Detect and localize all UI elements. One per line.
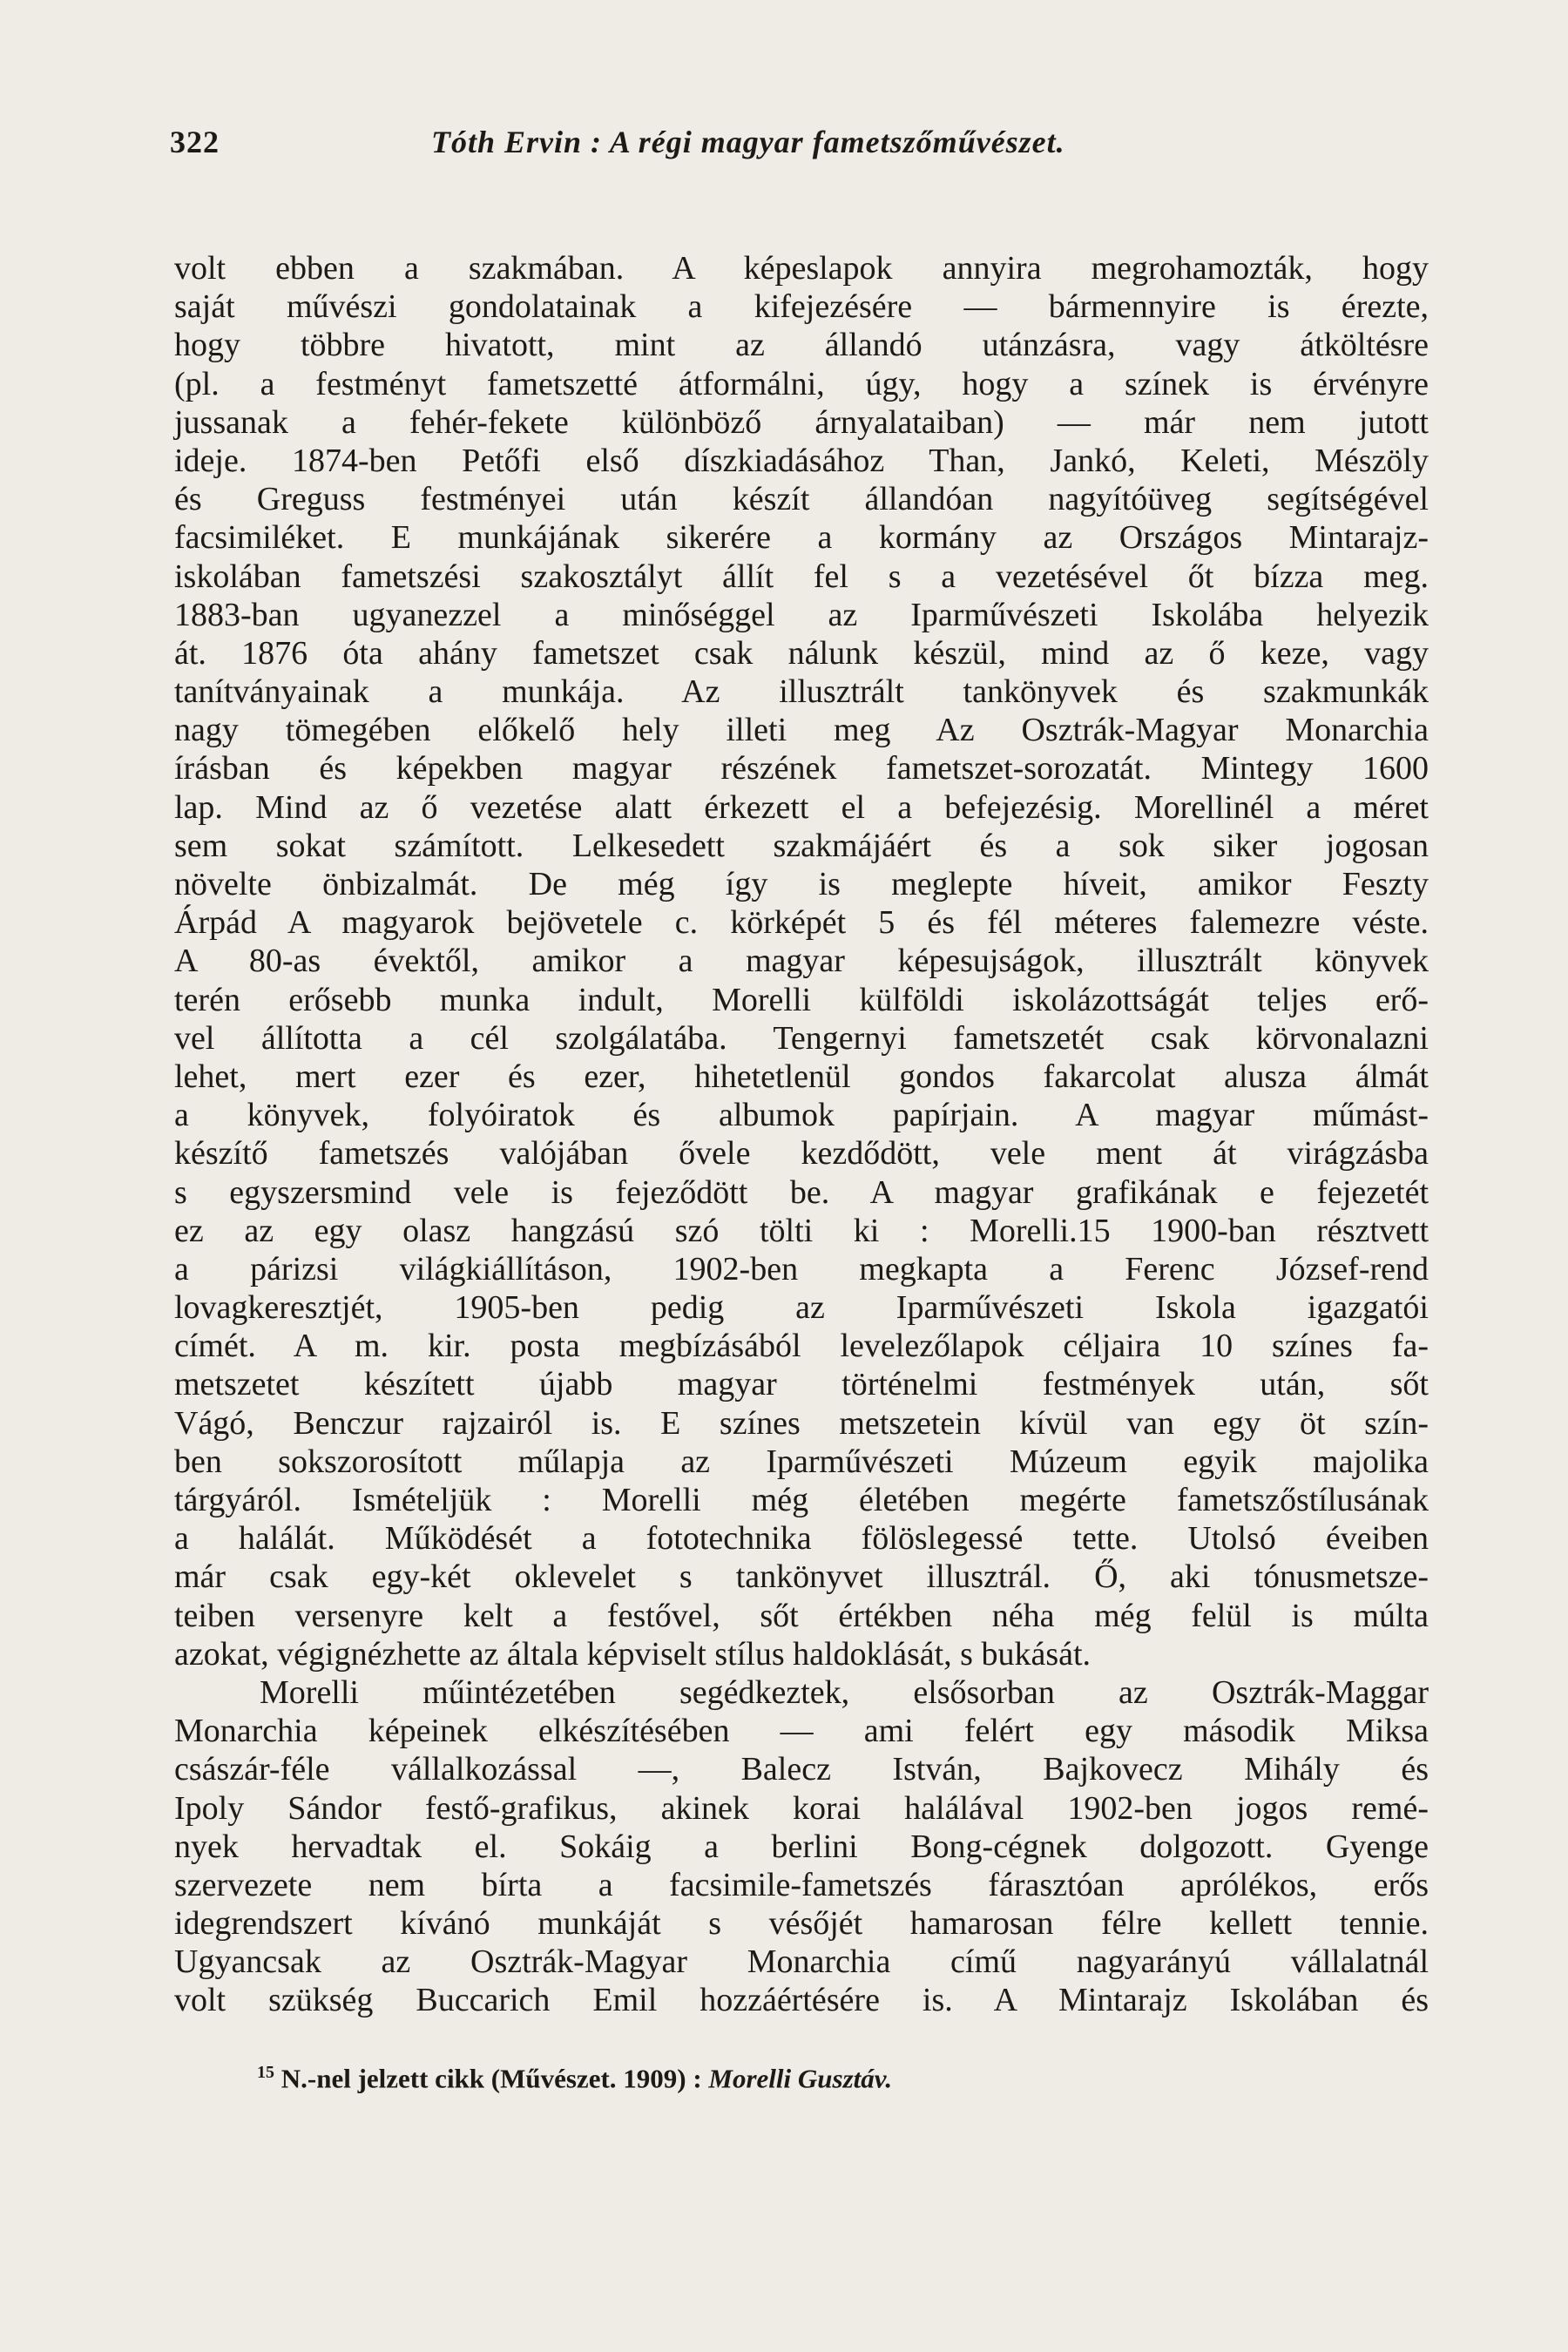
text-line: s egyszersmind vele is fejeződött be. A magyar grafikának e fejezetét xyxy=(174,1173,1429,1211)
text-line: szervezete nem bírta a facsimile-fametszés fárasztóan aprólékos, erős xyxy=(174,1866,1429,1903)
text-line: nyek hervadtak el. Sokáig a berlini Bong-cégnek dolgozott. Gyenge xyxy=(174,1828,1429,1865)
text-line: nagy tömegében előkelő hely illeti meg Az Osztrák-Magyar Monarchia xyxy=(174,712,1429,749)
text-line: Monarchia képeinek elkészítésében — ami felért egy második Miksa xyxy=(174,1713,1429,1750)
running-head: Tóth Ervin : A régi magyar fametszőművészet. xyxy=(431,125,1065,159)
text-line: császár-féle vállalkozással —, Balecz István, Bajkovecz Mihály és xyxy=(174,1751,1429,1788)
footnote-text: N.-nel jelzett cikk (Művészet. 1909) : xyxy=(280,2063,709,2094)
text-line: azokat, végignézhette az általa képviselt stílus haldoklását, s bukását. xyxy=(174,1635,1092,1673)
text-line: címét. A m. kir. posta megbízásából levelezőlapok céljaira 10 színes fa- xyxy=(174,1328,1429,1365)
footnote-title: Morelli Gusztáv. xyxy=(708,2063,893,2094)
text-line: volt ebben a szakmában. A képeslapok annyira megrohamozták, hogy xyxy=(174,250,1429,287)
text-line: idegrendszert kívánó munkáját s vésőjét hamarosan félre kellett tennie. xyxy=(174,1905,1429,1943)
text-line: készítő fametszés valójában ővele kezdődött, vele ment át virágzásba xyxy=(174,1135,1429,1173)
text-line: (pl. a festményt fametszetté átformálni, úgy, hogy a színek is érvényre xyxy=(174,365,1429,402)
text-line: ideje. 1874-ben Petőfi első díszkiadásához Than, Jankó, Keleti, Mészöly xyxy=(174,442,1429,479)
text-line: vel állította a cél szolgálatába. Tengernyi fametszetét csak körvonalazni xyxy=(174,1019,1429,1057)
page-number: 322 xyxy=(170,125,220,159)
text-line: facsimiléket. E munkájának sikerére a kormány az Országos Mintarajz- xyxy=(174,519,1429,557)
text-line: tárgyáról. Ismételjük : Morelli még életében megérte fametszőstílusának xyxy=(174,1482,1429,1518)
text-line: jussanak a fehér-fekete különböző árnyalataiban) — már nem jutott xyxy=(174,403,1429,441)
text-line: volt szükség Buccarich Emil hozzáértésére is. A Mintarajz Iskolában és xyxy=(174,1982,1429,2019)
text-line: a halálát. Működését a fototechnika fölöslegessé tette. Utolsó éveiben xyxy=(174,1520,1429,1558)
footnote-number: 15 xyxy=(257,2063,274,2082)
text-line: már csak egy-két oklevelet s tankönyvet illusztrál. Ő, aki tónusmetsze- xyxy=(174,1558,1429,1596)
text-line: saját művészi gondolatainak a kifejezésére — bármennyire is érezte, xyxy=(174,288,1429,326)
body-text xyxy=(174,249,1429,2020)
text-line: Morelli műintézetében segédkeztek, elsősorban az Osztrák-Maggar xyxy=(260,1673,1429,1711)
text-line: a könyvek, folyóiratok és albumok papírjain. A magyar műmást- xyxy=(174,1097,1429,1134)
text-line: Ugyancsak az Osztrák-Magyar Monarchia című nagyarányú vállalatnál xyxy=(174,1943,1429,1981)
text-line: Árpád A magyarok bejövetele c. körképét 5 és fél méteres falemezre véste. xyxy=(174,904,1429,942)
text-line: lap. Mind az ő vezetése alatt érkezett el a befejezésig. Morellinél a méret xyxy=(174,788,1429,826)
text-line: át. 1876 óta ahány fametszet csak nálunk készül, mind az ő keze, vagy xyxy=(174,634,1429,672)
text-line: lovagkeresztjét, 1905-ben pedig az Iparművészeti Iskola igazgatói xyxy=(174,1289,1429,1327)
text-line: metszetet készített újabb magyar történelmi festmények után, sőt xyxy=(174,1366,1429,1403)
text-line: ben sokszorosított műlapja az Iparművészeti Múzeum egyik majolika xyxy=(174,1443,1429,1480)
text-line: hogy többre hivatott, mint az állandó utánzásra, vagy átköltésre xyxy=(174,327,1429,364)
text-line: Ipoly Sándor festő-grafikus, akinek korai halálával 1902-ben jogos remé- xyxy=(174,1789,1429,1827)
footnote xyxy=(257,2063,892,2094)
text-line: sem sokat számított. Lelkesedett szakmájáért és a sok siker jogosan xyxy=(174,827,1429,864)
text-line: teiben versenyre kelt a festővel, sőt értékben néha még felül is múlta xyxy=(174,1597,1429,1634)
text-line: írásban és képekben magyar részének fametszet-sorozatát. Mintegy 1600 xyxy=(174,750,1429,787)
text-line: iskolában fametszési szakosztályt állít fel s a vezetésével őt bízza meg. xyxy=(174,558,1429,595)
text-line: a párizsi világkiállításon, 1902-ben megkapta a Ferenc József-rend xyxy=(174,1250,1429,1288)
page-header xyxy=(170,124,1424,167)
text-line: Vágó, Benczur rajzairól is. E színes metszetein kívül van egy öt szín- xyxy=(174,1404,1429,1442)
text-line: 1883-ban ugyanezzel a minőséggel az Iparművészeti Iskolába helyezik xyxy=(174,596,1429,633)
text-line: lehet, mert ezer és ezer, hihetetlenül gondos fakarcolat alusza álmát xyxy=(174,1058,1429,1095)
text-line: növelte önbizalmát. De még így is meglepte híveit, amikor Feszty xyxy=(174,866,1429,902)
text-line: A 80-as évektől, amikor a magyar képesujságok, illusztrált könyvek xyxy=(174,943,1429,980)
text-line: terén erősebb munka indult, Morelli külföldi iskolázottságát teljes erő- xyxy=(174,981,1429,1018)
text-line: és Greguss festményei után készít állandóan nagyítóüveg segítségével xyxy=(174,481,1429,518)
text-line: ez az egy olasz hangzású szó tölti ki : Morelli.15 1900-ban résztvett xyxy=(174,1212,1429,1249)
text-line: tanítványainak a munkája. Az illusztrált tankönyvek és szakmunkák xyxy=(174,673,1429,711)
